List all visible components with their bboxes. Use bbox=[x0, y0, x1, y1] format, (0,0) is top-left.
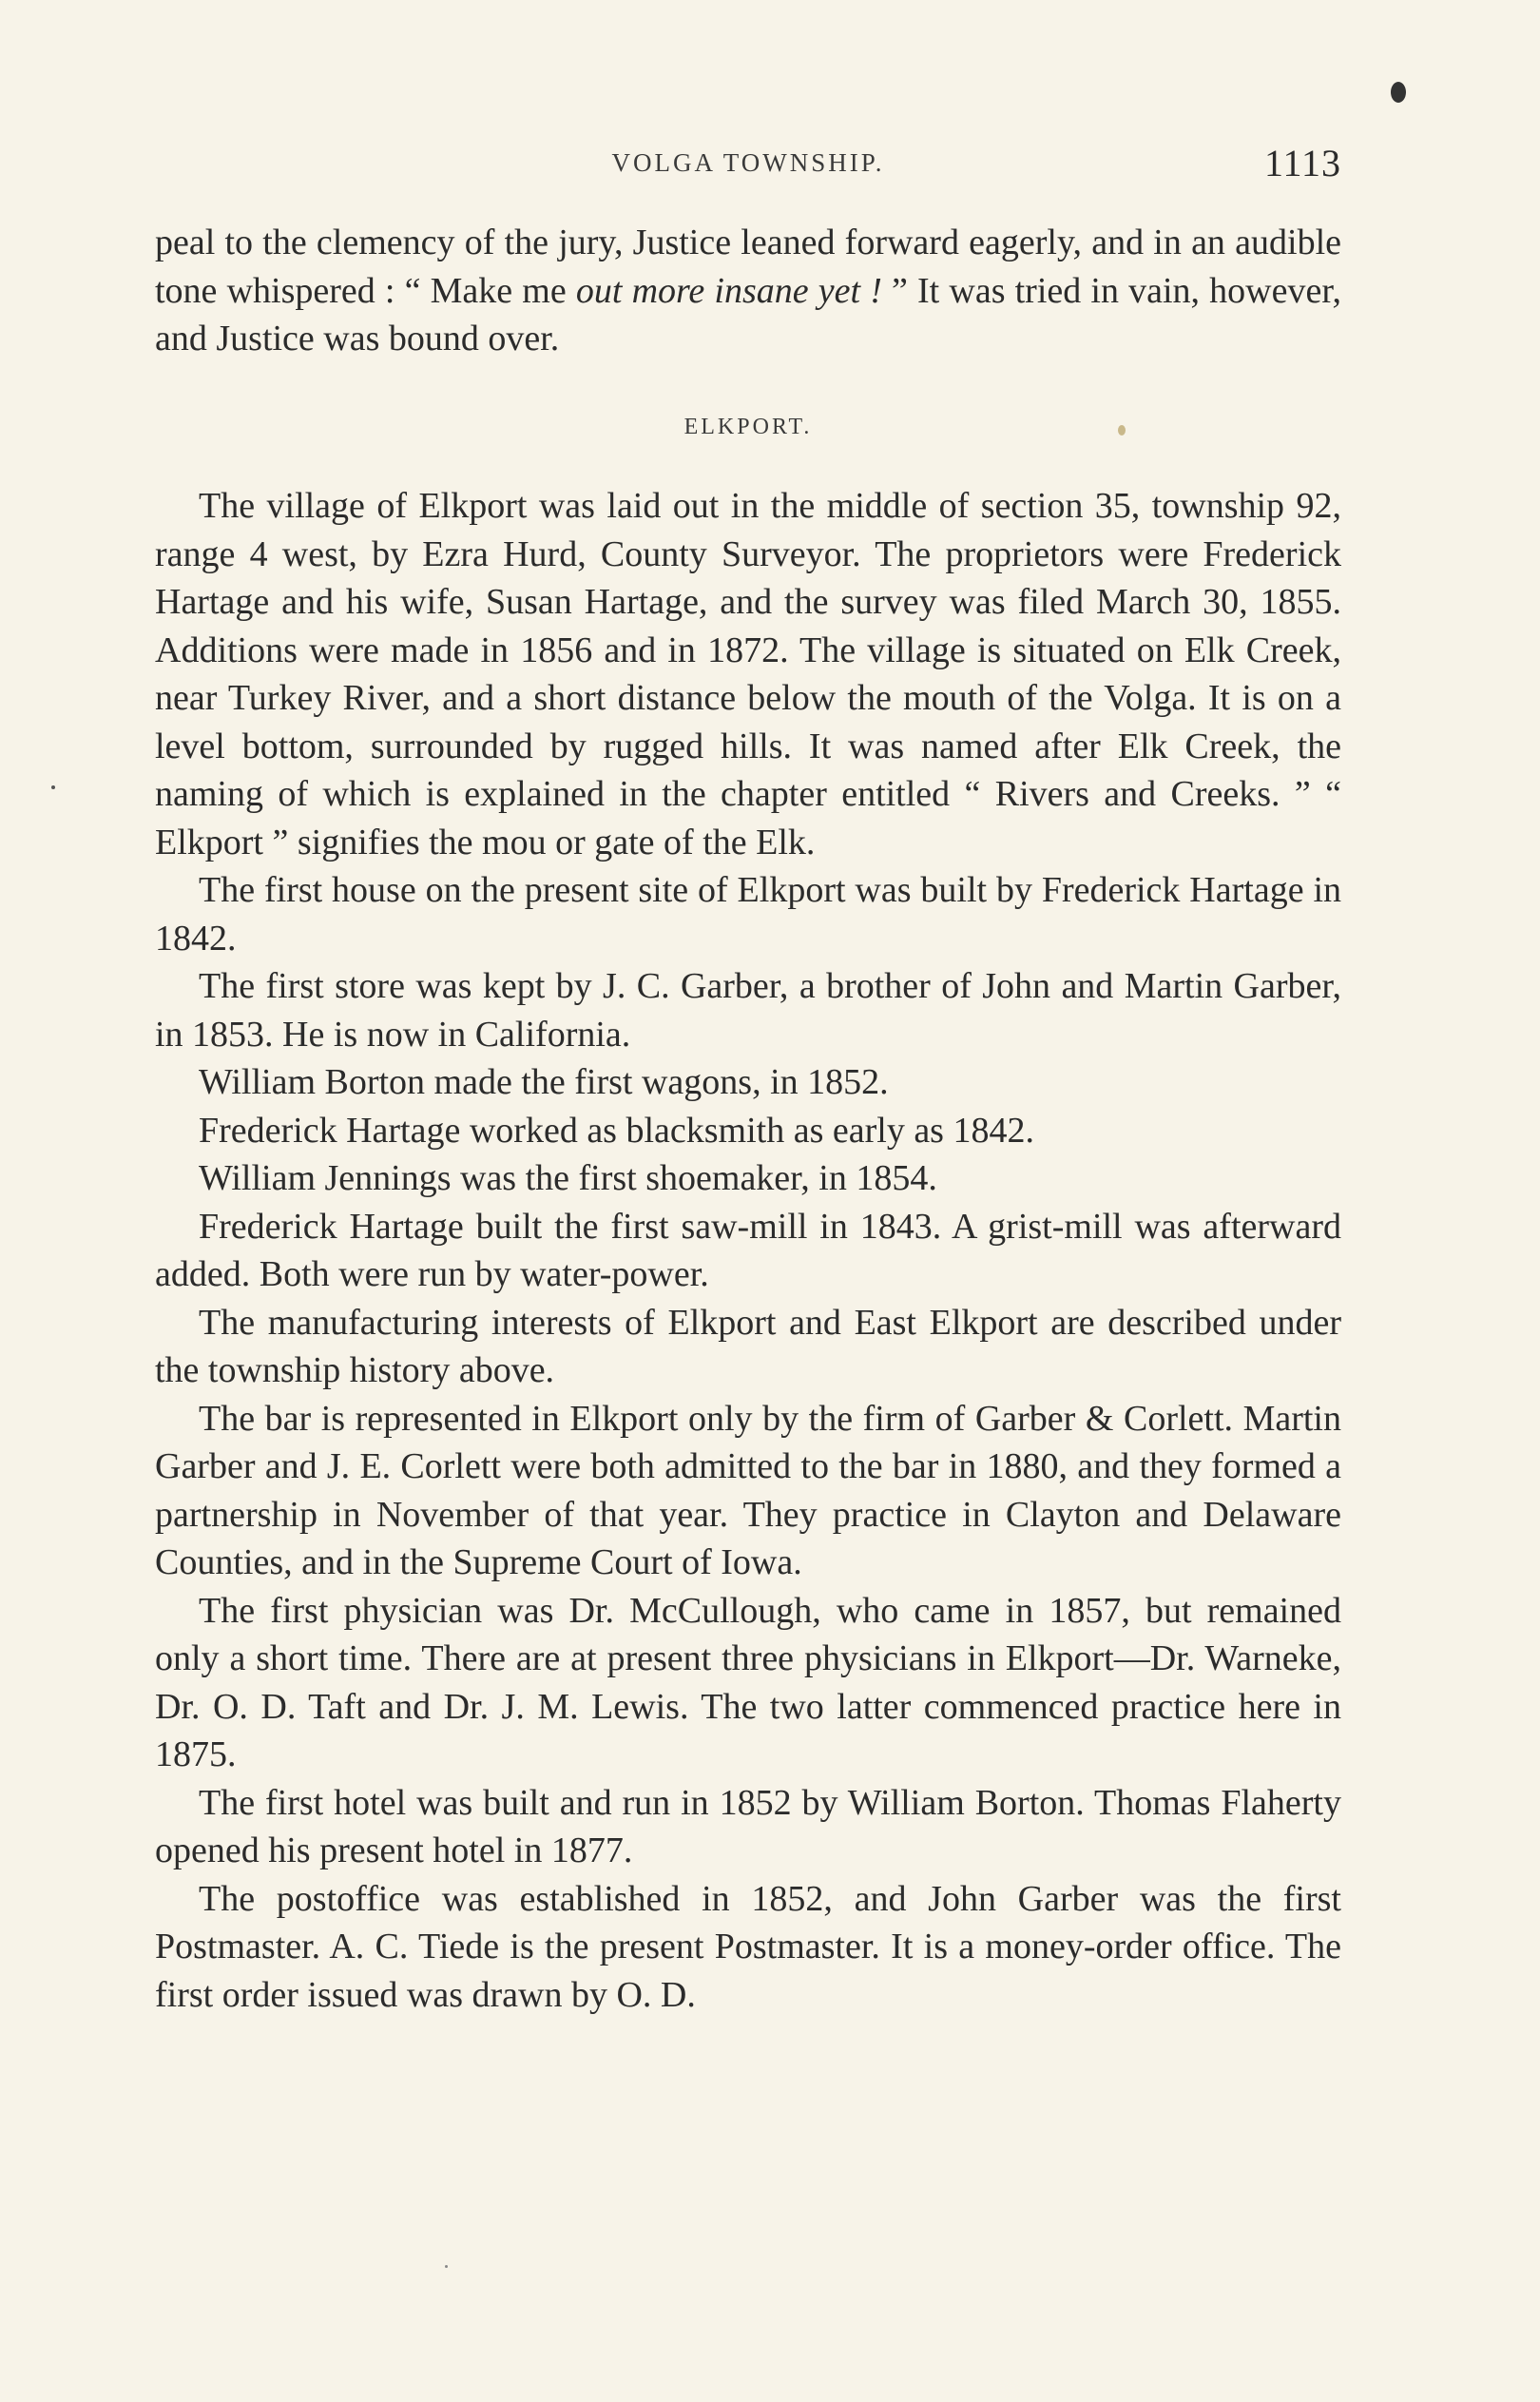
paragraph-first-wagons: William Borton made the first wagons, in 1852. bbox=[199, 1062, 889, 1102]
intro-text-before: peal to the clemency of the jury, Justice leaned forward eagerly, and in an audible tone whispered : “ Make me bbox=[155, 223, 1341, 311]
paragraph-blacksmith: Frederick Hartage worked as blacksmith as early as 1842. bbox=[199, 1110, 1034, 1151]
paragraph-first-house: The first house on the present site of Elkport was built by Frederick Hartage in 1842. bbox=[155, 870, 1341, 959]
paragraph-shoemaker: William Jennings was the first shoemaker, in 1854. bbox=[199, 1158, 937, 1198]
ink-blot-top-right bbox=[1391, 82, 1406, 103]
page-body bbox=[155, 0, 1341, 2402]
page-number: 1113 bbox=[1263, 142, 1341, 184]
running-title: VOLGA TOWNSHIP. bbox=[611, 148, 885, 177]
paragraph-first-store: The first store was kept by J. C. Garber, a brother of John and Martin Garber, in 1853. He is now in California. bbox=[155, 966, 1341, 1055]
paragraph-village-survey: The village of Elkport was laid out in the middle of section 35, township 92, range 4 west, by Ezra Hurd, County Surveyor. The proprietors were Frederick Hartage and his wife, Susan Hartage, and the survey was filed March 30, 1855. Additions were made in 1856 and in 1872. The village is situated on Elk Creek, near Turkey River, and a short distance below the mouth of the Volga. It is on a level bottom, surrounded by rugged hills. It was named after Elk Creek, the naming of which is explained in the chapter entitled “ Rivers and Creeks. ” “ Elkport ” signifies the mou or gate of the Elk. bbox=[155, 486, 1341, 862]
paragraph-postoffice: The postoffice was established in 1852, and John Garber was the first Postmaster. A. C. Tiede is the present Postmaster. It is a money-order office. The first order issued was drawn by O. D. bbox=[155, 1878, 1341, 2015]
paragraph-hotel: The first hotel was built and run in 1852 by William Borton. Thomas Flaherty opened his present hotel in 1877. bbox=[155, 1782, 1341, 1870]
intro-emphasis: out more insane yet ! bbox=[575, 270, 882, 311]
paragraph-manufacturing: The manufacturing interests of Elkport and East Elkport are described under the township history above. bbox=[155, 1302, 1341, 1390]
running-header bbox=[155, 141, 1341, 198]
section-heading: ELKPORT. bbox=[683, 415, 813, 439]
intro-paragraph bbox=[155, 219, 1341, 363]
ink-speck-margin bbox=[51, 785, 55, 789]
paragraph-physicians: The first physician was Dr. McCullough, who came in 1857, but remained only a short time. There are at present three physicians in Elkport—Dr. Warneke, Dr. O. D. Taft and Dr. J. M. Lewis. The two latter commenced practice here in 1875. bbox=[155, 1590, 1341, 1774]
section-body bbox=[155, 482, 1341, 2019]
paragraph-saw-mill: Frederick Hartage built the first saw-mill in 1843. A grist-mill was afterward added. Both were run by water-power. bbox=[155, 1206, 1341, 1294]
paragraph-bar: The bar is represented in Elkport only by the firm of Garber & Corlett. Martin Garber and J. E. Corlett were both admitted to the bar in 1880, and they formed a partnership in November of that year. They practice in Clayton and Delaware Counties, and in the Supreme Court of Iowa. bbox=[155, 1398, 1341, 1582]
intro-text-after: ” It was tried in vain, however, and Justice was bound over. bbox=[155, 270, 1341, 358]
